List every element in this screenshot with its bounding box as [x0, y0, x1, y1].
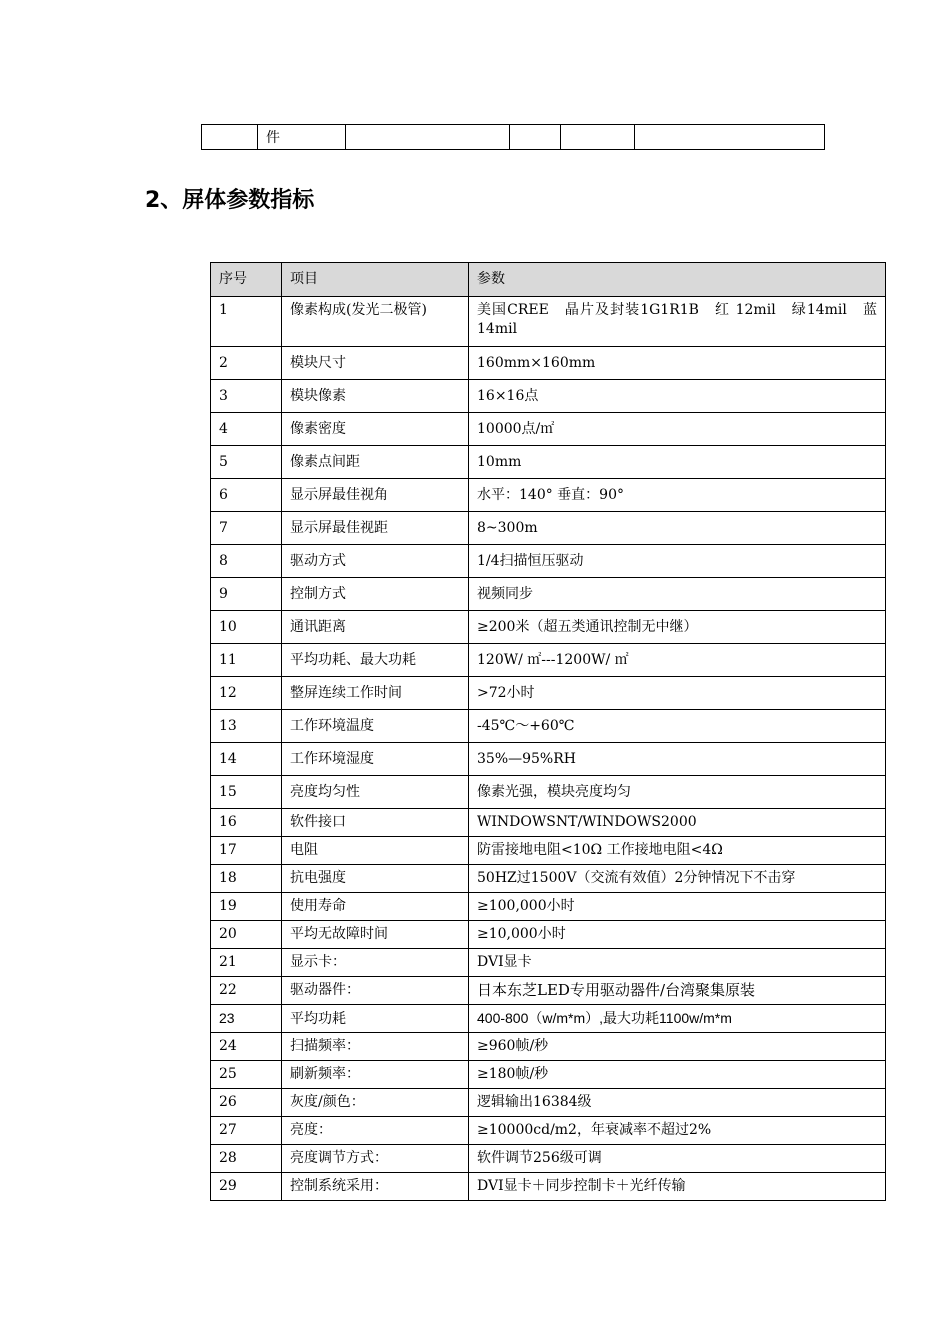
cell-item: 驱动器件： — [282, 977, 469, 1005]
table-row — [211, 413, 886, 446]
table-row — [211, 776, 886, 809]
cell-no: 5 — [211, 446, 282, 479]
table-row — [211, 611, 886, 644]
table-header-row — [211, 263, 886, 297]
table-row — [211, 1145, 886, 1173]
cell-item: 模块像素 — [282, 380, 469, 413]
cell-no: 7 — [211, 512, 282, 545]
cell-param: 日本东芝LED专用驱动器件/台湾聚集原装 — [469, 977, 886, 1005]
cell-no: 3 — [211, 380, 282, 413]
cell-item: 像素点间距 — [282, 446, 469, 479]
cell-param: DVI显卡＋同步控制卡＋光纤传输 — [469, 1173, 886, 1201]
cell-param: ≥10000cd/m2，年衰减率不超过2% — [469, 1117, 886, 1145]
cell-no: 15 — [211, 776, 282, 809]
cell-item: 平均功耗、最大功耗 — [282, 644, 469, 677]
cell-no: 18 — [211, 865, 282, 893]
cell-param: 10000点/㎡ — [469, 413, 886, 446]
cell-no: 28 — [211, 1145, 282, 1173]
cell-param: 软件调节256级可调 — [469, 1145, 886, 1173]
cell-no: 24 — [211, 1033, 282, 1061]
cell-item: 扫描频率： — [282, 1033, 469, 1061]
cell-param: 16×16点 — [469, 380, 886, 413]
cell-no: 26 — [211, 1089, 282, 1117]
table-row — [211, 1005, 886, 1033]
cell-no: 16 — [211, 809, 282, 837]
cell-param: ≥200米（超五类通讯控制无中继） — [469, 611, 886, 644]
cell-item: 驱动方式 — [282, 545, 469, 578]
cell-no: 20 — [211, 921, 282, 949]
table-row — [211, 380, 886, 413]
cell — [510, 125, 561, 150]
cell-param: 视频同步 — [469, 578, 886, 611]
cell-param: 水平：140° 垂直：90° — [469, 479, 886, 512]
table-row — [211, 893, 886, 921]
table-row — [211, 1089, 886, 1117]
cell-param: 160mm×160mm — [469, 347, 886, 380]
cell-item: 像素构成(发光二极管) — [282, 297, 469, 347]
cell-no: 1 — [211, 297, 282, 347]
cell-no: 14 — [211, 743, 282, 776]
table-row — [211, 809, 886, 837]
cell-no: 25 — [211, 1061, 282, 1089]
cell — [202, 125, 258, 150]
cell-no: 12 — [211, 677, 282, 710]
cell-item: 显示屏最佳视距 — [282, 512, 469, 545]
cell — [346, 125, 510, 150]
cell-no: 11 — [211, 644, 282, 677]
cell-param: -45℃～+60℃ — [469, 710, 886, 743]
cell-no: 29 — [211, 1173, 282, 1201]
cell-no: 4 — [211, 413, 282, 446]
cell-no: 27 — [211, 1117, 282, 1145]
cell-param: >72小时 — [469, 677, 886, 710]
cell-param: 像素光强，模块亮度均匀 — [469, 776, 886, 809]
cell-param: 50HZ过1500V（交流有效值）2分钟情况下不击穿 — [469, 865, 886, 893]
cell-param: ≥10,000小时 — [469, 921, 886, 949]
cell-item: 工作环境温度 — [282, 710, 469, 743]
table-row — [211, 297, 886, 347]
cell-item: 像素密度 — [282, 413, 469, 446]
table-row — [211, 743, 886, 776]
cell-param: 120W/ ㎡---1200W/ ㎡ — [469, 644, 886, 677]
continued-table-row — [202, 125, 825, 150]
cell-no: 19 — [211, 893, 282, 921]
cell-param: ≥180帧/秒 — [469, 1061, 886, 1089]
cell-param: 8~300m — [469, 512, 886, 545]
cell-no: 21 — [211, 949, 282, 977]
cell-no: 9 — [211, 578, 282, 611]
table-row — [211, 1173, 886, 1201]
cell-item: 模块尺寸 — [282, 347, 469, 380]
cell-item: 平均功耗 — [282, 1005, 469, 1033]
cell-param: 35%—95%RH — [469, 743, 886, 776]
cell-item: 整屏连续工作时间 — [282, 677, 469, 710]
table-row — [211, 644, 886, 677]
header-no: 序号 — [211, 263, 282, 297]
cell-no: 10 — [211, 611, 282, 644]
cell-item: 亮度均匀性 — [282, 776, 469, 809]
table-row — [211, 921, 886, 949]
cell-no: 8 — [211, 545, 282, 578]
cell-item: 显示屏最佳视角 — [282, 479, 469, 512]
table-row — [211, 677, 886, 710]
table-row — [211, 578, 886, 611]
table-row — [211, 545, 886, 578]
table-row — [211, 865, 886, 893]
table-row — [211, 949, 886, 977]
cell-item: 显示卡： — [282, 949, 469, 977]
table-row — [211, 1117, 886, 1145]
cell-param: 美国CREE 晶片及封装1G1R1B 红 12mil 绿14mil 蓝 14mil — [469, 297, 886, 347]
cell-item: 抗电强度 — [282, 865, 469, 893]
table-row — [211, 977, 886, 1005]
cell-param: 10mm — [469, 446, 886, 479]
table-row — [211, 1061, 886, 1089]
table-row — [211, 710, 886, 743]
cell-no: 6 — [211, 479, 282, 512]
cell-param: 逻辑输出16384级 — [469, 1089, 886, 1117]
cell-item: 通讯距离 — [282, 611, 469, 644]
cell-item: 刷新频率： — [282, 1061, 469, 1089]
table-row — [211, 446, 886, 479]
cell-item: 软件接口 — [282, 809, 469, 837]
cell-no: 23 — [211, 1005, 282, 1033]
table-row — [211, 347, 886, 380]
header-item: 项目 — [282, 263, 469, 297]
cell-param: DVI显卡 — [469, 949, 886, 977]
table-row — [211, 479, 886, 512]
cell-item: 平均无故障时间 — [282, 921, 469, 949]
cell-item: 控制方式 — [282, 578, 469, 611]
screen-parameter-table — [210, 262, 886, 1201]
cell-param: 1/4扫描恒压驱动 — [469, 545, 886, 578]
cell-no: 13 — [211, 710, 282, 743]
cell-param: WINDOWSNT/WINDOWS2000 — [469, 809, 886, 837]
cell-item: 工作环境湿度 — [282, 743, 469, 776]
table-row — [211, 837, 886, 865]
cell-param: 防雷接地电阻<10Ω 工作接地电阻<4Ω — [469, 837, 886, 865]
cell-item: 灰度/颜色： — [282, 1089, 469, 1117]
cell-param: 400-800（w/m*m）,最大功耗1100w/m*m — [469, 1005, 886, 1033]
cell-item: 电阻 — [282, 837, 469, 865]
cell-param: ≥960帧/秒 — [469, 1033, 886, 1061]
cell-no: 2 — [211, 347, 282, 380]
section-title: 2、屏体参数指标 — [145, 188, 315, 213]
cell — [635, 125, 825, 150]
cell-item: 控制系统采用： — [282, 1173, 469, 1201]
header-param: 参数 — [469, 263, 886, 297]
cell-no: 22 — [211, 977, 282, 1005]
cell-no: 17 — [211, 837, 282, 865]
cell-item: 亮度： — [282, 1117, 469, 1145]
cell-param: ≥100,000小时 — [469, 893, 886, 921]
cell-item: 使用寿命 — [282, 893, 469, 921]
cell: 件 — [258, 125, 346, 150]
cell-item: 亮度调节方式： — [282, 1145, 469, 1173]
table-row — [211, 512, 886, 545]
continued-table-fragment — [201, 124, 825, 150]
cell — [561, 125, 635, 150]
table-row — [211, 1033, 886, 1061]
